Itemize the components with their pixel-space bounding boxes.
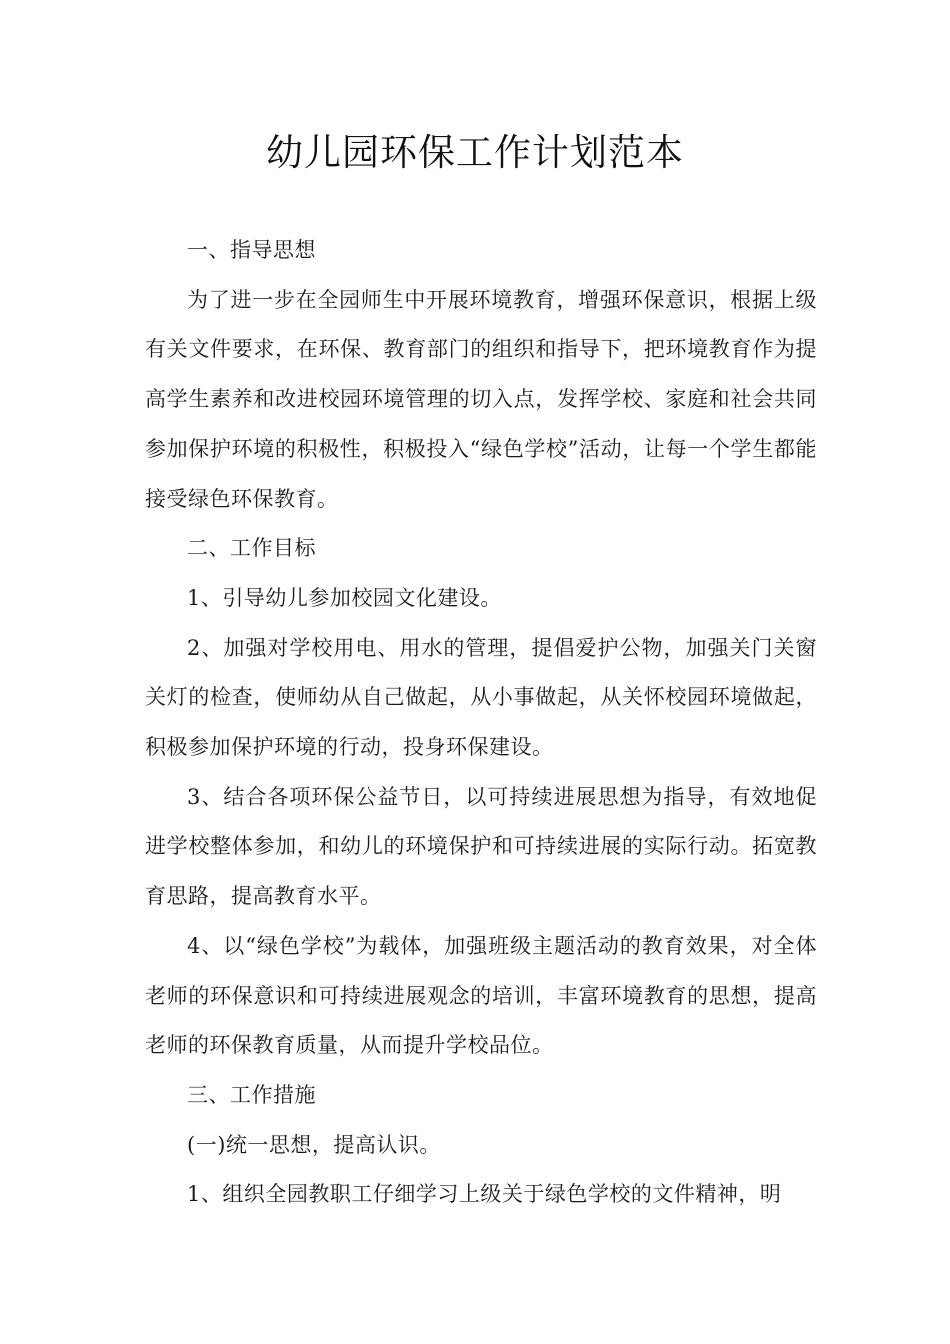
section-heading: 一、指导思想 bbox=[187, 238, 316, 262]
subsection-heading: (一)统一思想，提高认识。 bbox=[187, 1132, 441, 1157]
list-item: 4、以“绿色学校”为载体，加强班级主题活动的教育效果，对全体老师的环保意识和可持续进展观念的培训，丰富环境教育的思想，提高老师的环保教育质量，从而提升学校品位。 bbox=[145, 933, 817, 1058]
section-heading: 三、工作措施 bbox=[187, 1082, 316, 1107]
document-title: 幼儿园环保工作计划范本 bbox=[266, 131, 684, 174]
section-heading: 二、工作目标 bbox=[187, 536, 316, 561]
list-item: 1、组织全园教职工仔细学习上级关于绿色学校的文件精神，明 bbox=[187, 1182, 782, 1207]
list-item: 1、引导幼儿参加校园文化建设。 bbox=[187, 585, 502, 610]
list-item: 2、加强对学校用电、用水的管理，提倡爱护公物，加强关门关窗关灯的检查，使师幼从自己做起，从小事做起，从关怀校园环境做起，积极参加保护环境的行动，投身环保建设。 bbox=[145, 635, 817, 760]
list-item: 3、结合各项环保公益节日，以可持续进展思想为指导，有效地促进学校整体参加，和幼儿的环境保护和可持续进展的实际行动。拓宽教育思路，提高教育水平。 bbox=[145, 784, 817, 909]
document-body bbox=[145, 226, 817, 1220]
paragraph: 为了进一步在全园师生中开展环境教育，增强环保意识，根据上级有关文件要求，在环保、教育部门的组织和指导下，把环境教育作为提高学生素养和改进校园环境管理的切入点，发挥学校、家庭和社会共同参加保护环境的积极性，积极投入“绿色学校”活动，让每一个学生都能接受绿色环保教育。 bbox=[145, 287, 817, 511]
